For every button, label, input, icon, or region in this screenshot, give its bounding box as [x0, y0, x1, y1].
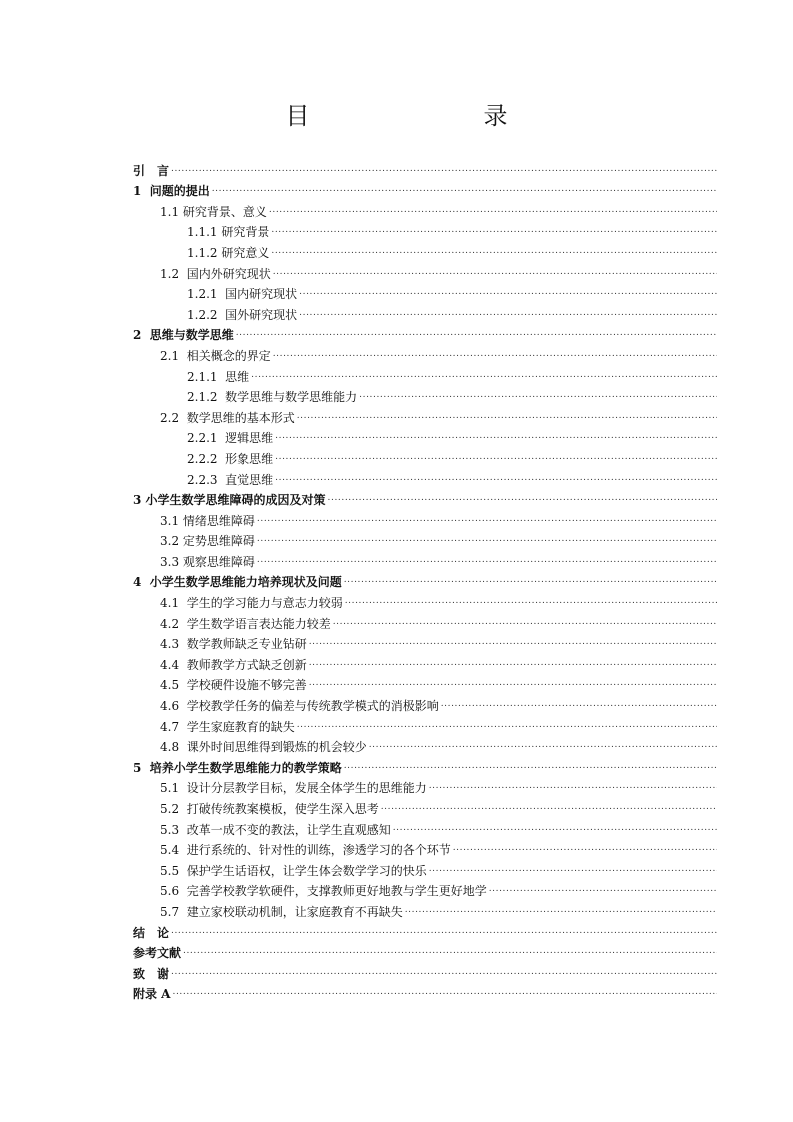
toc-entry[interactable]	[133, 960, 717, 981]
toc-entry-label: 4.6 学校教学任务的偏差与传统教学模式的消极影响	[160, 699, 439, 714]
toc-entry-label: 4.4 教师教学方式缺乏创新	[160, 657, 307, 672]
dot-leader	[405, 905, 717, 919]
toc-entry-label: 3.3 观察思维障碍	[160, 554, 255, 569]
dot-leader	[453, 843, 717, 857]
toc-entry[interactable]	[133, 281, 717, 302]
toc-entry[interactable]	[133, 754, 717, 775]
dot-leader	[257, 534, 717, 548]
dot-leader	[257, 555, 717, 569]
toc-entry-label: 1.1.2 研究意义	[187, 245, 270, 260]
toc-entry[interactable]	[133, 795, 717, 816]
dot-leader	[171, 164, 717, 178]
dot-leader	[257, 514, 717, 528]
dot-leader	[299, 308, 717, 322]
toc-entry-label: 1.1 研究背景、意义	[160, 204, 267, 219]
toc-entry-label: 5.1 设计分层教学目标，发展全体学生的思维能力	[160, 781, 427, 796]
toc-entry-label: 5.3 改革一成不变的教法，让学生直观感知	[160, 822, 391, 837]
toc-entry[interactable]	[133, 589, 717, 610]
toc-entry[interactable]	[133, 692, 717, 713]
toc-entry-label: 5.6 完善学校教学软硬件，支撑教师更好地教与学生更好地学	[160, 884, 487, 899]
dot-leader	[309, 658, 717, 672]
toc-entry-label: 附录 A	[133, 987, 171, 1002]
toc-entry[interactable]	[133, 301, 717, 322]
dot-leader	[236, 328, 717, 342]
dot-leader	[393, 823, 717, 837]
toc-entry[interactable]	[133, 837, 717, 858]
toc-entry-label: 2 思维与数学思维	[133, 328, 234, 343]
toc-entry-label: 2.2.2 形象思维	[187, 451, 274, 466]
toc-entry[interactable]	[133, 363, 717, 384]
toc-entry[interactable]	[133, 610, 717, 631]
toc-entry[interactable]	[133, 631, 717, 652]
toc-entry[interactable]	[133, 487, 717, 508]
dot-leader	[429, 864, 717, 878]
dot-leader	[489, 884, 717, 898]
dot-leader	[273, 267, 717, 281]
toc-entry[interactable]	[133, 322, 717, 343]
toc-entry[interactable]	[133, 651, 717, 672]
toc-entry-label: 1.2 国内外研究现状	[160, 266, 271, 281]
toc-entry-label: 2.2.3 直觉思维	[187, 472, 274, 487]
toc-entry-label: 2.1.1 思维	[187, 369, 250, 384]
dot-leader	[183, 946, 717, 960]
toc-entry[interactable]	[133, 548, 717, 569]
toc-title: 目 录	[285, 102, 550, 130]
toc-entry-label: 5.4 进行系统的、针对性的训练，渗透学习的各个环节	[160, 843, 451, 858]
dot-leader	[344, 575, 717, 589]
dot-leader	[309, 637, 717, 651]
toc-entry-label: 4.1 学生的学习能力与意志力较弱	[160, 596, 343, 611]
toc-entry-label: 4.5 学校硬件设施不够完善	[160, 678, 307, 693]
toc-entry-label: 2.2 数学思维的基本形式	[160, 410, 295, 425]
toc-entry-label: 3.1 情绪思维障碍	[160, 513, 255, 528]
toc-entry[interactable]	[133, 857, 717, 878]
toc-entry[interactable]	[133, 672, 717, 693]
dot-leader	[269, 205, 717, 219]
dot-leader	[271, 246, 717, 260]
toc-entry[interactable]	[133, 178, 717, 199]
toc-entry[interactable]	[133, 239, 717, 260]
toc-entry-label: 致 谢	[133, 966, 170, 981]
toc-entry[interactable]	[133, 713, 717, 734]
toc-entry-label: 3 小学生数学思维障碍的成因及对策	[133, 493, 326, 508]
toc-entry-label: 5.5 保护学生话语权，让学生体会数学学习的快乐	[160, 863, 427, 878]
toc-entry-label: 结 论	[133, 925, 170, 940]
toc-entry-label: 5.2 打破传统教案模板，使学生深入思考	[160, 802, 379, 816]
toc-entry[interactable]	[133, 981, 717, 1002]
toc-entry-label: 5.7 建立家校联动机制，让家庭教育不再缺失	[160, 904, 403, 919]
toc-entry[interactable]	[133, 157, 717, 178]
dot-leader	[381, 802, 717, 816]
toc-entry-label: 2.1.2 数学思维与数学思维能力	[187, 390, 358, 405]
toc-entry[interactable]	[133, 342, 717, 363]
dot-leader	[441, 699, 717, 713]
toc-entry-label: 1.2.2 国外研究现状	[187, 307, 298, 322]
dot-leader	[333, 617, 717, 631]
toc-entry[interactable]	[133, 734, 717, 755]
dot-leader	[171, 926, 717, 940]
toc-entry-label: 1.2.1 国内研究现状	[187, 287, 298, 302]
toc-entry[interactable]	[133, 466, 717, 487]
dot-leader	[369, 740, 717, 754]
dot-leader	[171, 967, 717, 981]
dot-leader	[299, 287, 717, 301]
dot-leader	[275, 431, 717, 445]
toc-entry[interactable]	[133, 445, 717, 466]
dot-leader	[297, 411, 717, 425]
toc-entry[interactable]	[133, 384, 717, 405]
toc-entry[interactable]	[133, 919, 717, 940]
dot-leader	[297, 720, 717, 734]
toc-entry[interactable]	[133, 898, 717, 919]
toc-entry-label: 4.3 数学教师缺乏专业钻研	[160, 637, 307, 652]
toc-entry-label: 1 问题的提出	[133, 184, 210, 199]
toc-entry-label: 4.2 学生数学语言表达能力较差	[160, 616, 331, 631]
dot-leader	[173, 987, 718, 1001]
toc-entry-label: 引 言	[133, 163, 170, 178]
dot-leader	[429, 781, 717, 795]
dot-leader	[275, 452, 717, 466]
dot-leader	[359, 390, 717, 404]
toc-entry-label: 参考文献	[133, 946, 182, 961]
toc-entry[interactable]	[133, 404, 717, 425]
toc-entry[interactable]	[133, 198, 717, 219]
dot-leader	[345, 596, 717, 610]
toc-entry-label: 4.7 学生家庭教育的缺失	[160, 719, 295, 734]
dot-leader	[309, 678, 717, 692]
dot-leader	[251, 370, 717, 384]
dot-leader	[275, 473, 717, 487]
toc-entry-label: 1.1.1 研究背景	[187, 225, 270, 240]
toc-entry[interactable]	[133, 507, 717, 528]
toc-entry-label: 3.2 定势思维障碍	[160, 534, 255, 549]
toc-entry[interactable]	[133, 878, 717, 899]
dot-leader	[273, 349, 717, 363]
toc-entry-label: 4 小学生数学思维能力培养现状及问题	[133, 575, 342, 590]
toc-entry[interactable]	[133, 425, 717, 446]
toc-entry[interactable]	[133, 260, 717, 281]
toc-entry[interactable]	[133, 816, 717, 837]
toc-entry-label: 2.2.1 逻辑思维	[187, 431, 274, 446]
dot-leader	[271, 225, 717, 239]
toc-entry[interactable]	[133, 528, 717, 549]
dot-leader	[212, 184, 717, 198]
toc-entry[interactable]	[133, 940, 717, 961]
dot-leader	[344, 761, 717, 775]
toc-entry[interactable]	[133, 219, 717, 240]
toc-entry-label: 4.8 课外时间思维得到锻炼的机会较少	[160, 740, 367, 755]
toc-entry[interactable]	[133, 775, 717, 796]
dot-leader	[328, 493, 717, 507]
toc-entry-label: 2.1 相关概念的界定	[160, 348, 271, 363]
toc-entry[interactable]	[133, 569, 717, 590]
toc-entry-label: 5 培养小学生数学思维能力的教学策略	[133, 760, 342, 775]
table-of-contents	[133, 157, 717, 1001]
